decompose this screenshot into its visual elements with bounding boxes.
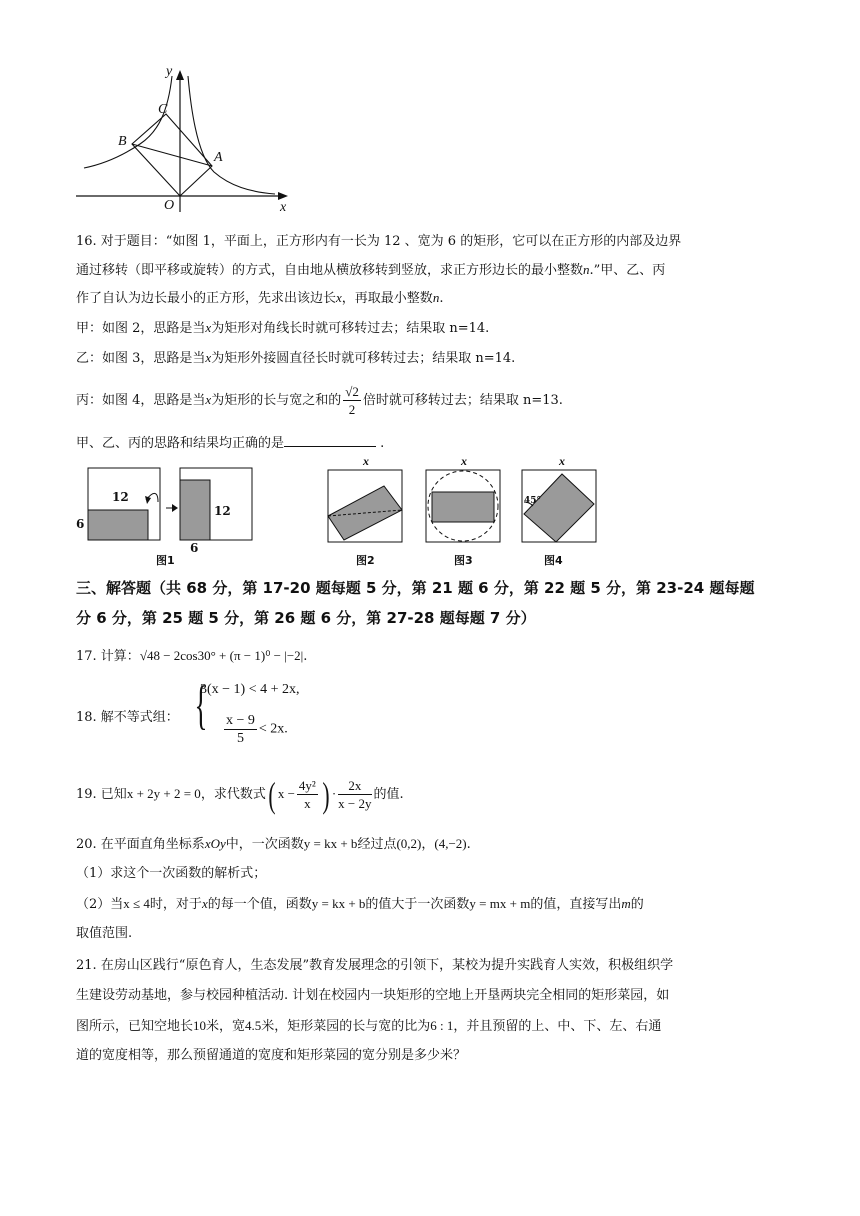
q16-line2: 通过移转（即平移或旋转）的方式，自由地从横放移转到竖放，求正方形边长的最小整数n.”甲、乙、丙	[76, 262, 666, 278]
q20-part2: （2）当x ≤ 4时，对于x的每一个值，函数y = kx + b的值大于一次函数y = mx + m的值，直接写出m的	[76, 896, 644, 912]
hyperbola-graph	[70, 62, 300, 222]
q20-part1: （1）求这个一次函数的解析式；	[76, 866, 267, 881]
fig3-x-label: x	[461, 454, 467, 468]
y-axis-label: y	[166, 64, 173, 79]
q16-ask: 甲、乙、丙的思路和结果均正确的是 .	[76, 432, 384, 454]
q21-line3: 图所示，已知空地长10米，宽4.5米，矩形菜园的长与宽的比为6 : 1，并且预留的上、中、下、左、右通	[76, 1018, 662, 1034]
q16-line1: 16. 对于题目：“如图 1，平面上，正方形内有一长为 12 、宽为 6 的矩形，它可以在正方形的内部及边界	[76, 234, 682, 249]
point-label-a: A	[214, 150, 223, 165]
fig1-label-12: 12	[112, 490, 129, 504]
q21-line1: 21. 在房山区践行“原色育人，生态发展”教育发展理念的引领下，某校为提升实践育人实效，积极组织学	[76, 958, 674, 973]
q21-line4: 道的宽度相等，那么预留通道的宽度和矩形菜园的宽分别是多少米？	[76, 1048, 467, 1063]
q20-part2-line2: 取值范围.	[76, 926, 133, 941]
figure-1	[74, 462, 264, 552]
q16-jia: 甲：如图 2，思路是当x为矩形对角线长时就可移转过去；结果取 n=14.	[76, 320, 490, 336]
q18-prefix: 18. 解不等式组：	[76, 710, 179, 725]
figure-3	[420, 466, 510, 550]
point-label-c: C	[158, 102, 168, 117]
q20-line1: 20. 在平面直角坐标系xOy中，一次函数y = kx + b经过点(0,2)，(4,−2).	[76, 836, 471, 852]
q19: 19. 已知x + 2y + 2 = 0，求代数式( x − $\frac{\text{4y²}}{x}$ ) · $\frac{2x}{x - 2y}$ 的值.	[76, 774, 404, 815]
figure-2	[322, 466, 412, 550]
section3-heading-line1: 三、解答题（共 68 分，第 17-20 题每题 5 分，第 21 题 6 分，第 22 题 5 分，第 23-24 题每题	[76, 579, 755, 597]
q16-yi: 乙：如图 3，思路是当x为矩形外接圆直径长时就可移转过去；结果取 n=14.	[76, 350, 516, 366]
fig1-label-6: 6	[76, 517, 85, 531]
point-label-b: B	[118, 134, 127, 149]
fig4-caption: 图4	[544, 554, 563, 567]
q21-line2: 生建设劳动基地，参与校园种植活动. 计划在校园内一块矩形的空地上开垦两块完全相同的矩形菜园，如	[76, 988, 670, 1003]
answer-blank[interactable]	[284, 432, 376, 447]
q17-expression: √48 − 2cos30° + (π − 1)⁰ − |−2|	[139, 648, 304, 663]
figure-4	[516, 466, 606, 550]
origin-label: O	[164, 198, 175, 213]
sqrt2-over-2-fraction: $\frac{√2}{2}$	[345, 384, 359, 417]
fig2-caption: 图2	[356, 554, 375, 567]
q18-inequality-2: $\frac{x - 9}{5}$ < 2x.	[226, 713, 288, 746]
q16-bing: 丙：如图 4，思路是当x为矩形的长与宽之和的 $\frac{√2}{2}$ 倍时就可移转过去；结果取 n=13.	[76, 384, 563, 417]
section3-heading-line2: 分 6 分，第 25 题 5 分，第 26 题 6 分，第 27-28 题每题 7 分）	[76, 609, 536, 627]
x-axis-label: x	[280, 200, 287, 215]
fig1-label-12b: 12	[214, 504, 231, 518]
q16-line3: 作了自认为边长最小的正方形，先求出该边长x，再取最小整数n.	[76, 290, 444, 306]
fig1-caption: 图1	[156, 554, 175, 567]
fig1-label-6b: 6	[190, 541, 199, 555]
fig2-x-label: x	[363, 454, 369, 468]
q18-inequality-1: 3(x − 1) < 4 + 2x,	[200, 682, 300, 697]
fig3-caption: 图3	[454, 554, 473, 567]
fig4-x-label: x	[559, 454, 565, 468]
q17: 17. 计算：√48 − 2cos30° + (π − 1)⁰ − |−2|.	[76, 648, 308, 664]
fig4-angle-label: 45°	[524, 496, 542, 506]
q18-brace: {	[194, 675, 208, 735]
